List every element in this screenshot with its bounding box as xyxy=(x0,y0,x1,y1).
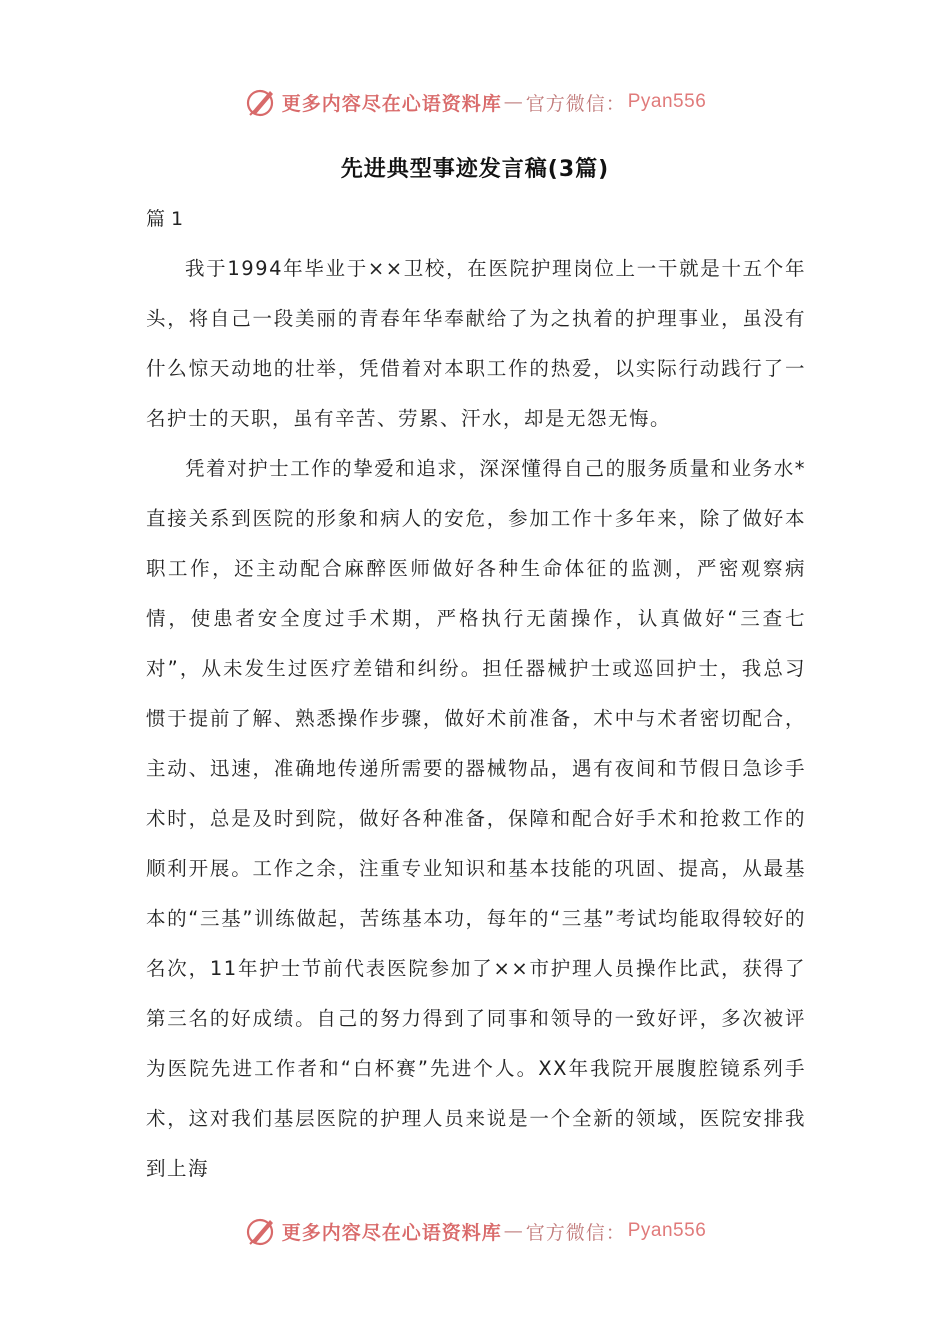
banner-site-text: 更多内容尽在心语资料库 xyxy=(281,92,502,115)
paragraph: 我于1994年毕业于××卫校，在医院护理岗位上一干就是十五个年头，将自己一段美丽的青春年华奉献给了为之执着的护理事业，虽没有什么惊天动地的壮举，凭借着对本职工作的热爱，以实际行动践行了一名护士的天职，虽有辛苦、劳累、汗水，却是无怨无悔。 xyxy=(146,257,806,430)
banner-official-text: 官方微信： xyxy=(525,1221,626,1244)
banner-dash: — xyxy=(503,91,524,113)
document-body xyxy=(146,244,806,1194)
banner-wechat-id: Pyan556 xyxy=(627,1220,707,1241)
document-title: 先进典型事迹发言稿(3篇) xyxy=(340,157,610,182)
header-watermark-banner xyxy=(0,82,950,122)
quill-pen-logo-icon xyxy=(244,85,278,119)
paragraph: 凭着对护士工作的挚爱和追求，深深懂得自己的服务质量和业务水*直接关系到医院的形象和病人的安危，参加工作十多年来，除了做好本职工作，还主动配合麻醉医师做好各种生命体征的监测，严密观察病情，使患者安全度过手术期，严格执行无菌操作，认真做好“三查七对”，从未发生过医疗差错和纠纷。担任器械护士或巡回护士，我总习惯于提前了解、熟悉操作步骤，做好术前准备，术中与术者密切配合，主动、迅速，准确地传递所需要的器械物品，遇有夜间和节假日急诊手术时，总是及时到院，做好各种准备，保障和配合好手术和抢救工作的顺利开展。工作之余，注重专业知识和基本技能的巩固、提高，从最基本的“三基”训练做起，苦练基本功，每年的“三基”考试均能取得较好的名次，11年护士节前代表医院参加了××市护理人员操作比武，获得了第三名的好成绩。自己的努力得到了同事和领导的一致好评，多次被评为医院先进工作者和“白杯赛”先进个人。XX年我院开展腹腔镜系列手术，这对我们基层医院的护理人员来说是一个全新的领域，医院安排我到上海 xyxy=(146,457,806,1180)
banner-site-text: 更多内容尽在心语资料库 xyxy=(281,1221,502,1244)
banner-wechat-id: Pyan556 xyxy=(627,91,707,112)
footer-watermark-banner xyxy=(0,1211,950,1251)
banner-dash: — xyxy=(503,1220,524,1242)
banner-official-text: 官方微信： xyxy=(525,92,626,115)
quill-pen-logo-icon xyxy=(244,1214,278,1248)
section-label: 篇 1 xyxy=(146,208,184,230)
